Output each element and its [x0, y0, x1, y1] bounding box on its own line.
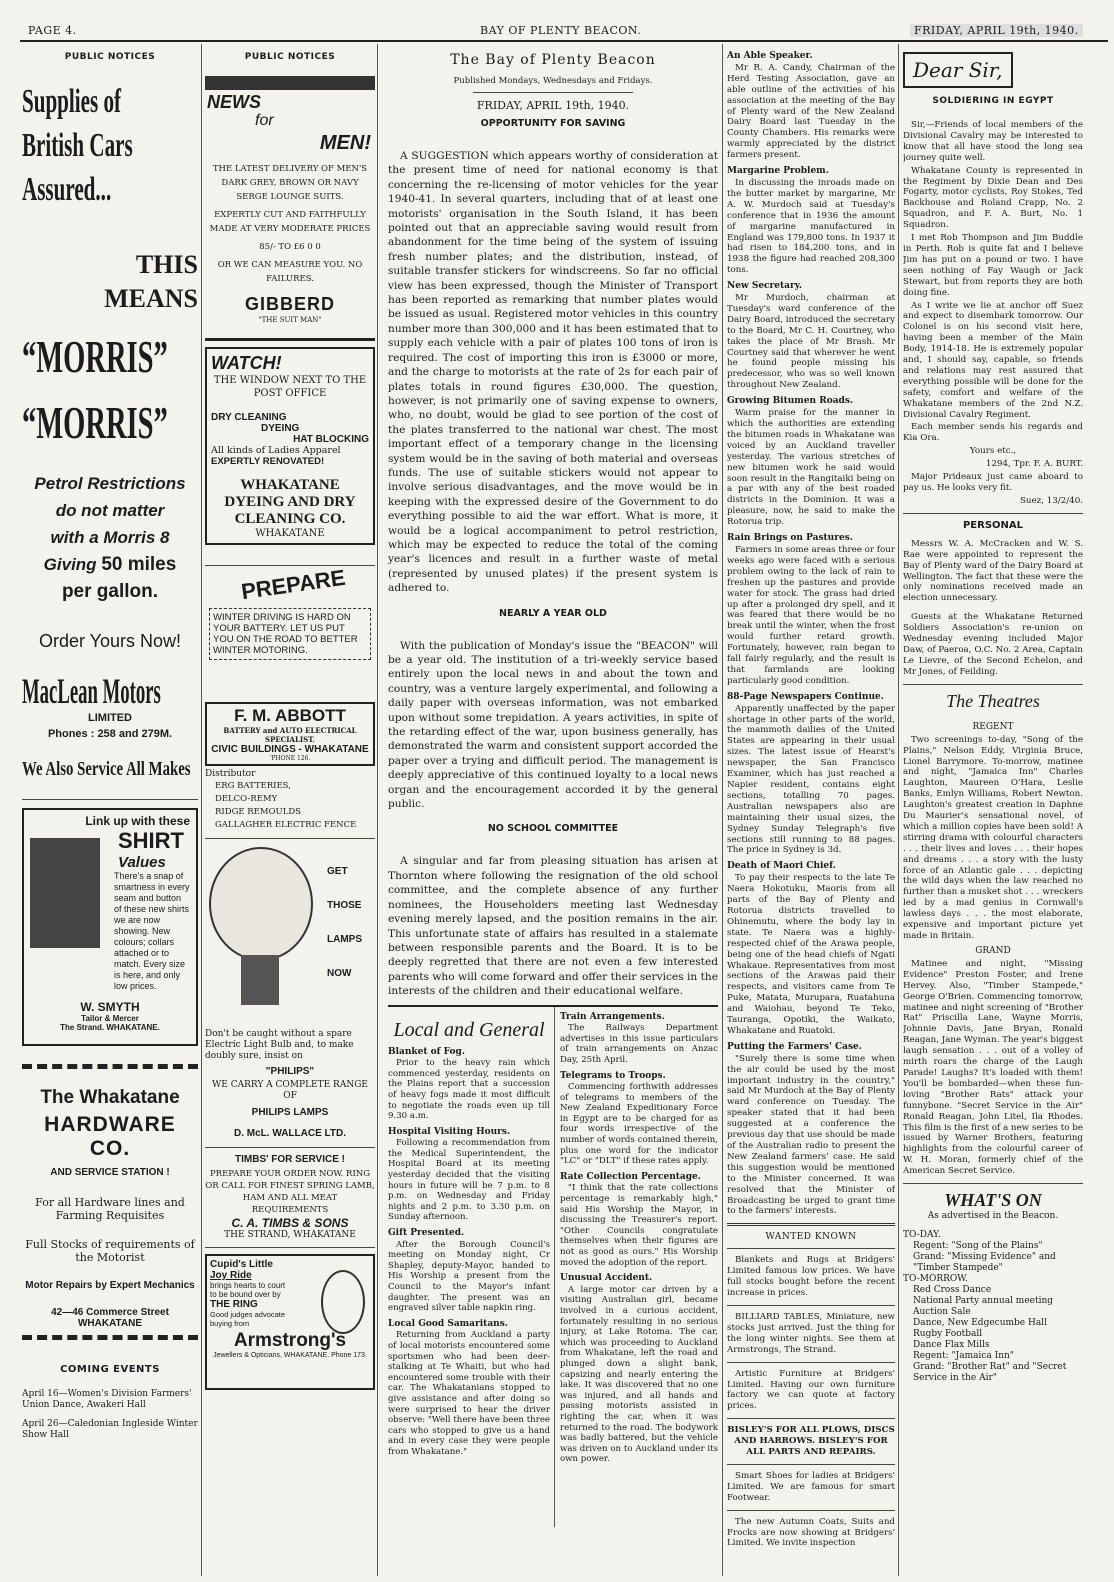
distributor-label: Distributor — [205, 769, 256, 779]
masthead: The Bay of Plenty Beacon — [450, 52, 656, 68]
maclean-limited: LIMITED — [88, 712, 132, 724]
published: Published Mondays, Wednesdays and Fridays. — [453, 76, 653, 86]
maclean-motors: MacLean Motors — [22, 671, 161, 711]
this-means: THIS MEANS — [104, 250, 198, 313]
shirt-ad: Link up with these SHIRT Values There's a snap of smartness in every seam and button of these new shirts we are now showing. New colours; collars attached or to match. Every size is here, and only low prices. W. SMYTH Tailor & Mercer The Strand. WHAKATANE. — [22, 808, 198, 1046]
dear-sir-logo: Dear Sir, — [903, 52, 1013, 88]
editorial-body: A singular and far from pleasing situation has arisen at Thornton where following the resignation of the old school committee, and the complete absence of any further nominees, the Householders meeting last Wednesday evening merely lapsed, and the position remains in the air. This unfortunate state of affairs has resulted in a stalemate between responsible parents and the Board. It is to be deeply regretted that there are not even a few interested parents who will come forward and offer their services in the interests of the children and their educational welfare. — [388, 855, 718, 998]
column-rule — [201, 44, 202, 1576]
suit-man: "THE SUIT MAN" — [258, 316, 322, 324]
column-rule — [898, 44, 899, 1576]
local-general-title: Local and General — [393, 1018, 545, 1041]
light-bulb-icon — [209, 847, 315, 1017]
philips-lamps: PHILIPS LAMPS — [251, 1107, 329, 1118]
news-items: An Able Speaker. Mr R. A. Candy, Chairman of the Herd Testing Association, gave an able outline of the activities of his association at the meeting of the Bay of Plenty ward of the New Zealand Dairy Board last Tuesday in the County Chambers. His remarks were warmly appreciated by the district farmers present. Margarine Problem. In discussing the inroads made on the butter market by margarine, Mr A. W. Murdoch said at Tuesday's conference that in 1936 the amount of margarine manufactured in England was 179,800 tons. In 1937 it had risen to 184,200 tons, and in 1938 the figure had reached 208,300 tons. New Secretary. Mr Murdoch, chairman at Tuesday's ward conference of the Dairy Board, introduced the secretary to the Board, Mr C. H. Courtney, who takes the place of Mr Brash. Mr Courtney said that wherever he went he found people missing his predecessor, who was so well known throughout New Zealand. Growing Bitumen Roads. Warm praise for the manner in which the authorities are extending the bitumen roads in Whakatane was voiced by an Auckland traveller yesterday. The various stretches of new bitumen work he said would soon result in the Rangitaiki being on a par with any of the best roaded districts in the Dominion. It was a pleasure, now, he said to make the Rotorua trip. Rain Brings on Pastures. Farmers in some areas three or four weeks ago were faced with a serious problem owing to the lack of rain to freshen up the pastures and provide water for stock. The grass had dried up after a prolonged dry spell, and it was feared that there would be no break until the winter, when the frost would further retard growth. Fortunately, however, rain began to fall fairly regularly, and the result is that farmlands are looking particularly good condition. 88-Page Newspapers Continue. Apparently unaffected by the paper shortage in other parts of the world, the mammoth dailies of the United States are appearing in their usual sizes. The latest issue of Hearst's newspaper, the San Francisco Examiner, which has just reached a Napier resident, contains eight sections, totalling 70 pages. Australian newspapers also are maintaining their usual sizes, the Sydney Sunday Telegraph's five sections still running to 88 pages. The price in Sydney is 3d. Death of Maori Chief. To pay their respects to the late Te Naera Hokotuku, Maoris from all parts of the Bay of Plenty and Rotorua districts travelled to Ohinemutu, where the body lay in state. Te Naera was a highly-respected chief of the Arawa people, being one of the head chiefs of Ngati Whakaue. Representatives from most sections of the Arawas paid their respects, and visitors came from Te Puke, Matata, Murupara, Ruatahuna and Waiohau, beyond Te Teko, Tauranga, Opotiki, the Waikato, Whakatane and Ruatoki. Putting the Farmers' Case. "Surely there is some time when the air could be used by the most important industry in the country," said Mr Murdoch at the Bay of Plenty ward conference on Tuesday. The speaker stated that it had been suggested at a conference the previous day that use should be made of the Australian radio to present the New Zealand farmers' case. He said this suggestion would be mentioned to the Minister concerned. It was resolved that the Minister of Broadcasting be urged to grant time to the farmers' interests. — [727, 51, 895, 1217]
personal-head: PERSONAL — [962, 519, 1024, 531]
abbott-ad: PREPARE WINTER DRIVING IS HARD ON YOUR BATTERY. LET US PUT YOU ON THE ROAD TO BETTER WINTER MOTORING. — [205, 572, 375, 702]
service-all-makes: We Also Service All Makes — [22, 758, 191, 780]
whats-on-head: WHAT'S ON — [944, 1190, 1042, 1211]
editorial-body: With the publication of Monday's issue the "BEACON" will be a year old. The institution of a tri-weekly service based entirely upon the local news in and about the town and country, was a venture largely experimental, and following a daily paper with overseas information, was not embarked upon without some trepidation. A years activities, in spite of the retarding effect of the war, upon business generally, has demonstrated the warm and consistent support accorded the paper over a trying and difficult period. The management is deeply appreciative of this continued loyalty to a local news organ and the encouragement accorded it by the general public. — [388, 639, 718, 811]
editorial-body: A SUGGESTION which appears worthy of consideration at the present time of need for national economy is that concerning the re-licensing of motor vehicles for the year 1940-41. In several quarters, including that of at least one motorists' organisation in the South Island, it has been pointed out that an appreciable saving would result from abandonment for the time being of the system of issuing fresh number plates; and the distribution, instead, of suitable transfer stickers for windscreens. So far no official view has been expressed, though the Minister of Transport has been reported as remarking that number plates would be issued as usual. Registered motor vehicles in this country number more than 300,000 and it has been estimated that to supply each vehicle with a pair of plates 100 tons of iron is required. The cost of importing this iron is £3000 or more, and the charge to motorists at the rate of 2s for each pair of plates totals in round figures £30,000. The question, however, is not primarily one of saving expense to owners, who, no doubt, would be glad to see portion of the cost of the plates transferred to the national war chest. The most important effect of a temporary change in the licensing system would be in the saving of both material and overseas funds. The use of suitable stickers would not appear to involve serious disadvantages, and the move would be in keeping with the expressed desire of the Government to do everything possible to aid the war effort. What is more, it would be a logical accompaniment to petrol restriction, which may be expected to reduce the total of the coming year's licences and result in a further waste of metal (represented by unused plates) if the present system is adhered to. — [388, 150, 718, 595]
gibberd: GIBBERD — [244, 294, 335, 314]
editorial-heading: OPPORTUNITY FOR SAVING — [480, 118, 626, 129]
gibberd-ad-text: THE LATEST DELIVERY OF MEN'S DARK GREY, BROWN OR NAVY SERGE LOUNGE SUITS. EXPERTLY CUT AND FAITHFULLY MADE AT VERY MODERATE PRICES 85/- TO £6 0 0 OR WE CAN MEASURE YOU. NO FAILURES. — [209, 164, 371, 284]
theatres-head: The Theatres — [946, 690, 1040, 711]
ring-icon — [321, 1270, 365, 1334]
timbs-text: PREPARE YOUR ORDER NOW. RING OR CALL FOR FINEST SPRING LAMB, HAM AND ALL MEAT REQUIREMENTS — [205, 1169, 375, 1215]
paper-name: BAY OF PLENTY BEACON. — [480, 24, 642, 37]
philips: "PHILIPS" — [265, 1066, 315, 1077]
dyeing-ad: WATCH! THE WINDOW NEXT TO THE POST OFFICE DRY CLEANING DYEING HAT BLOCKING All kinds of Ladies Apparel EXPERTLY RENOVATED! WHAKATANE DYEING AND DRY CLEANING CO. WHAKATANE — [205, 347, 375, 545]
column-news — [727, 46, 895, 1551]
news-for-men: NEWS for MEN! — [207, 92, 371, 154]
editorial-date: FRIDAY, APRIL 19th, 1940. — [476, 99, 630, 112]
grand-head: GRAND — [975, 945, 1011, 956]
maclean-phones: Phones : 258 and 279M. — [47, 728, 173, 740]
philips-text: Don't be caught without a spare Electric Light Bulb and, to make doubly sure, insist on — [205, 1029, 354, 1061]
petrol-restrictions: Petrol Restrictions do not matter with a Morris 8 Giving 50 miles per gallon. — [34, 474, 186, 602]
column-public-notices-2 — [205, 46, 375, 1390]
abbott-box: F. M. ABBOTT BATTERY and AUTO ELECTRICAL SPECIALIST. CIVIC BUILDINGS - WHAKATANE 'PHONE 126. — [205, 702, 375, 766]
wanted-known-head: WANTED KNOWN — [765, 1232, 857, 1243]
hardware-ad: The Whakatane HARDWARE CO. AND SERVICE STATION ! For all Hardware lines and Farming Requisites Full Stocks of requirements of the Motorist Motor Repairs by Expert Mechanics 42—46 Commerce Street WHAKATANE — [25, 1087, 195, 1329]
regent-text: Two screenings to-day, "Song of the Plains," Nelson Eddy, Virginia Bruce, Lionel Barrymore. To-morrow, matinee and night, "Jamaica Inn" Charles Laughton, Maureen O'Hara, Leslie Banks, Emlyn Williams, Robert Newton. Laughton's greatest creation in Daphne Du Maurier's sensational novel, of which a million copies have been sold! A stirring drama with colourful characters . . . their lives and loves . . . their hopes and dreams . . . a story with the lusty force of an Atlantic gale . . . depicting the wild days when the law reached no further than a musket shot . . . wreckers led by a mad genius in Cornwall's lawless days . . . the most elaborate, expensive and important picture yet made in Britain. — [903, 734, 1083, 941]
wallace: D. McL. WALLACE LTD. — [233, 1128, 347, 1139]
section-label: PUBLIC NOTICES — [64, 52, 156, 62]
grand-text: Matinee and night, "Missing Evidence" Preston Foster, and Irene Hervey. Also, "Timber Stampede," George O'Brien. Commencing tomorrow, matinee and night screening of "Brother Rat" Priscilla Lane, Wayne Morris, Johnnie Davis, Jane Bryan, Ronald Reagan, Jane Wyman. The year's biggest laugh sensation . . . out of a volley of mirth roars the charge of the Laugh Parade! Laughs? It's loaded with them! You'll be bombarded—when these fun-loving "Brother Rats" attack your funnybone. "Secret Service in the Air" Ronald Reagan, John Litel, Ila Rhodes. This film is the first of a new series to be issued by Warner Brothers, featuring highlights from the colourful career of W. H. Moran, formerly chief of the American Secret Service. — [903, 958, 1083, 1177]
whats-on-list: TO-DAY. Regent: "Song of the Plains" Grand: "Missing Evidence" and "Timber Stampede" TO-MORROW. Red Cross Dance National Party annual meeting Auction Sale Dance, New Edgecumbe Hall Rugby Football Dance Flax Mills Regent: "Jamaica Inn" Grand: "Brother Rat" and "Secret Service in the Air" — [903, 1230, 1067, 1384]
wanted-items: Blankets and Rugs at Bridgers' Limited famous low prices. We have full stocks bought before the recent increase in prices. BILLIARD TABLES, Miniature, new stocks just arrived. Just the thing for the long winter nights. See them at Armstrongs, The Strand. Artistic Furniture at Bridgers' Limited. Having our own furniture factory we can quote at factory prices. BISLEY'S FOR ALL PLOWS, DISCS AND HARROWS. BISLEY'S FOR ALL PARTS AND REPAIRS. Smart Shoes for ladies at Bridgers' Limited. We are famous for smart Footwear. The new Autumn Coats, Suits and Frocks are now showing at Bridgers' Limited. We invite inspection — [727, 1255, 895, 1549]
shirt-illustration — [30, 838, 100, 948]
armstrongs-ad: Cupid's Little Joy Ride brings hearts to court to be bound over by THE RING Good judges advocate buying from Armstrong's Jewellers & Opticians, WHAKATANE. Phone 173. — [205, 1254, 375, 1390]
whats-on-sub: As advertised in the Beacon. — [927, 1211, 1059, 1222]
news-items-right: Train Arrangements. The Railways Department advertises in this issue particulars of train arrangements on Anzac Day, 25th April. Telegrams to Troops. Commencing forthwith addresses of telegrams to members of the New Zealand Expeditionary Force in Egypt are to be charged for as four words irrespective of the number of words contained therein, plus one word for the indicator "LC" or "DLT" if these rates apply. Rate Collection Percentage. "I think that the rate collections percentage is remarkably high," said His Worship the Mayor, in discussing the Treasurer's report. "Other Councils congratulate themselves when their figures are not as good as ours." His Worship moved the adoption of the report. Unusual Accident. A large motor car driven by a visiting Australian girl, became involved in a curious accident, fortunately resulting in no serious injury, at Lake Rotoma. The car, which was proceeding to Auckland from Whakatane, left the road and plunged down a slight bank, capsizing and nearly entering the lake. It was discovered that no one was injured, and all hands and passing motorists assisted in righting the car, when it was returned to the road. The bodywork was badly battered, but the vehicle was driven on to Auckland under its own power. — [560, 1011, 718, 1465]
order-now: Order Yours Now! — [38, 631, 182, 651]
section-label: PUBLIC NOTICES — [244, 52, 336, 62]
timbs-title: TIMBS' FOR SERVICE ! — [235, 1154, 345, 1165]
coming-events-head: COMING EVENTS — [60, 1364, 160, 1375]
distributor-list: ERG BATTERIES, DELCO-REMY RIDGE REMOULDS GALLAGHER ELECTRIC FENCE — [215, 781, 357, 830]
column-rule — [377, 44, 378, 1576]
soldiering-head: SOLDIERING IN EGYPT — [932, 96, 1054, 106]
header-rule — [20, 40, 1108, 42]
morris-name: “MORRIS” “MORRIS” — [22, 331, 168, 448]
editorial-heading: NEARLY A YEAR OLD — [499, 607, 607, 619]
event-item: April 26—Caledonian Ingleside Winter Show Hall — [22, 1419, 198, 1440]
morris-ad-headline: Supplies of British Cars Assured... — [22, 83, 133, 208]
event-item: April 16—Women's Division Farmers' Union Dance, Awakeri Hall — [22, 1389, 192, 1410]
column-editorial — [388, 46, 718, 1527]
column-rule — [722, 44, 723, 1576]
lamps-ad: GET THOSE LAMPS NOW — [205, 845, 375, 1029]
regent-head: REGENT — [972, 721, 1014, 732]
local-and-general — [388, 1007, 718, 1527]
column-public-notices-1 — [22, 46, 198, 1441]
column-letters — [903, 46, 1083, 1384]
personal-items: Messrs W. A. McCracken and W. S. Rae were appointed to represent the Bay of Plenty ward of the Dairy Board at Wellington. The fact that these were the only nominations received made an election unnecessary. Guests at the Whakatane Returned Soldiers Association's re-union on Wednesday evening included Major Daw, of Paeroa, O.C. No. 2 Area, Captain Le Lievre, of the Second Echelon, and Mr Jones, of Feilding. — [903, 538, 1083, 677]
letter-body: Sir,—Friends of local members of the Divisional Cavalry may be interested to know that all have stood the long sea journey quite well. Whakatane County is represented in the Regiment by Dixie Dean and Des Fogarty, motor cyclists, Roy Stokes, Ted Backhouse and Roland Crapp, No. 2 Squadron, and F. A. Burt, No. 1 Squadron. I met Rob Thompson and Jim Buddle in Perth. Rob is quite fat and I believe Jim has put on a pound or two. I have seen nothing of Fay Waugh or Jack Stewart, but from reports they are both doing fine. As I write we lie at anchor off Suez and expect to disembark tomorrow. Our Colonel is on his second visit here, having been a member of the Main Body, 1914-18. He is extremely popular and, I should say, capable, so friends and relations may rest assured that everything possible will be done for the safety, comfort and welfare of the Whakatane members of the 2nd N.Z. Divisional Cavalry Regiment. Each member sends his regards and Kia Ora. Yours etc., 1294, Tpr. F. A. BURT. Major Prideaux just came aboard to pay us. He looks very fit. Suez, 13/2/40. — [903, 120, 1083, 506]
timbs-addr: THE STRAND, WHAKATANE — [224, 1230, 356, 1240]
timbs-name: C. A. TIMBS & SONS — [231, 1216, 349, 1230]
editorial-heading: NO SCHOOL COMMITTEE — [487, 823, 619, 835]
philips-range: WE CARRY A COMPLETE RANGE OF — [212, 1080, 368, 1101]
news-items-left: Blanket of Fog. Prior to the heavy rain which commenced yesterday, residents on the Plains report that a succession of heavy fogs made it most difficult to negotiate the roads even up till 9.30 a.m. Hospital Visiting Hours. Following a recommendation from the Medical Superintendent, the Hospital Board at its meeting yesterday decided that the visiting hours in future will be 7 p.m. to 8 p.m. on Wednesday and Friday nights and 2 p.m. to 3.30 p.m. on Sunday afternoon. Gift Presented. After the Borough Council's meeting on Monday night, Cr Shapley, deputy-Mayor, handed to His Worship a present from the Council to the Mayor's infant daughter. The present was an engraved silver table napkin ring. Local Good Samaritans. Returning from Auckland a party of local motorists encountered some sportsmen who had been deer-stalking at Te Whaiti, but who had encountered some trouble with their car. The Whakatanians stopped to give assistance and after doing so were surprised to hear the driver observe: "Well there have been three cars who stopped to give us a hand and in every case they were people from Whakatane." — [388, 1046, 550, 1457]
header-date: FRIDAY, APRIL 19th, 1940. — [910, 24, 1083, 37]
page-number: PAGE 4. — [28, 24, 77, 37]
